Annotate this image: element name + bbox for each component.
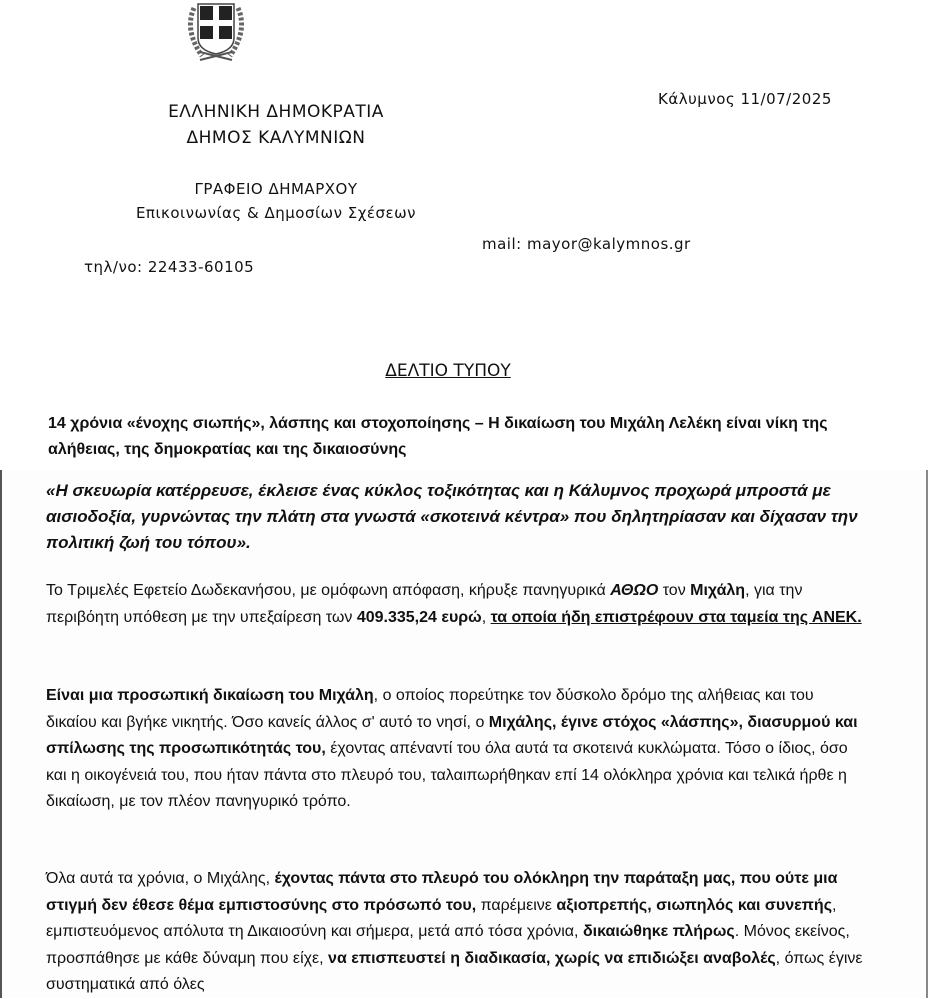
text-run: παρέμεινε: [476, 896, 557, 914]
text-run: ,: [481, 608, 491, 626]
text-run-emphasis: ΑΘΩΟ: [610, 582, 659, 599]
email-address[interactable]: mail: mayor@kalymnos.gr: [482, 235, 691, 253]
paragraph-3: [46, 866, 866, 999]
text-run-bold: Είναι μια προσωπική δικαίωση του Μιχάλη: [46, 687, 374, 704]
page-left-border: [0, 470, 2, 998]
paragraph-2: [46, 683, 866, 816]
text-run: τον: [658, 582, 691, 599]
phone-number: τηλ/νο: 22433-60105: [84, 258, 255, 276]
text-run: , ο οποίος πορεύτηκε τον δύσκολο δρόμο της αλήθειας και του δικαίου και βγήκε νικητής. Όσο κανείς άλλος σ' αυτό το νησί, ο: [46, 687, 814, 731]
place-and-date: Κάλυμνος 11/07/2025: [658, 90, 832, 108]
paragraph-1: [46, 578, 866, 631]
text-run-bold: αξιοπρεπής, σιωπηλός και συνεπής: [556, 896, 833, 914]
office-name: ΓΡΑΦΕΙΟ ΔΗΜΑΡΧΟΥ: [194, 180, 358, 198]
quote-paragraph: «Η σκευωρία κατέρρευσε, έκλεισε ένας κύκλος τοξικότητας και η Κάλυμνος προχωρά μπροστά με αισιοδοξία, γυρνώντας την πλάτη στα γνωστά «σκοτεινά κέντρα» που δηλητηρίασαν και δίχασαν την πολιτική ζωή του τόπου».: [46, 481, 858, 552]
text-run-bold: Μιχάλης, έγινε στόχος «λάσπης», διασυρμού και σπίλωσης της προσωπικότητάς του,: [46, 713, 858, 757]
letterhead-area: [0, 0, 928, 470]
department-name: Επικοινωνίας & Δημοσίων Σχέσεων: [135, 204, 417, 222]
text-run: Το Τριμελές Εφετείο Δωδεκανήσου, με ομόφωνη απόφαση, κήρυξε πανηγυρικά: [46, 582, 611, 599]
municipality-name: ΔΗΜΟΣ ΚΑΛΥΜΝΙΩΝ: [186, 128, 366, 148]
text-run-bold: Μιχάλη: [690, 582, 746, 599]
press-release-title: ΔΕΛΤΙΟ ΤΥΠΟΥ: [385, 361, 511, 381]
text-run: , εμπιστευόμενος απόλυτα τη Δικαιοσύνη και σήμερα, μετά από τόσα χρόνια,: [46, 896, 837, 940]
text-run: , για την περιβόητη υπόθεση με την υπεξαίρεση των: [46, 582, 803, 626]
text-run-bold: να επισπευστεί η διαδικασία, χωρίς να επιδιώξει αναβολές: [328, 949, 776, 967]
text-run-bold: δικαιώθηκε πλήρως: [582, 923, 735, 940]
headline: 14 χρόνια «ένοχης σιωπής», λάσπης και στοχοποίησης – Η δικαίωση του Μιχάλη Λελέκη είναι νίκη της αλήθειας, της δημοκρατίας και της δικαιοσύνης: [48, 415, 828, 458]
text-run: , όπως έγινε συστηματικά από όλες: [46, 949, 863, 993]
amount: 409.335,24 ευρώ: [356, 608, 482, 626]
text-run: έχοντας απέναντί του όλα αυτά τα σκοτεινά κυκλώματα. Τόσο ο ίδιος, όσο και η οικογένειά του, που ήταν πάντα στο πλευρό του, ταλαιπωρήθηκαν επί 14 ολόκληρα χρόνια και τελικά ήρθε η δικαίωση, με τον πλέον πανηγυρικό τρόπο.: [46, 740, 848, 810]
greek-coat-of-arms-icon: [180, 0, 252, 64]
country-name: ΕΛΛΗΝΙΚΗ ΔΗΜΟΚΡΑΤΙΑ: [168, 102, 384, 122]
text-run: Όλα αυτά τα χρόνια, ο Μιχάλης,: [46, 870, 275, 887]
text-run: . Μόνος εκείνος, προσπάθησε με κάθε δύναμη που είχε,: [46, 923, 850, 967]
text-run-underlined: τα οποία ήδη επιστρέφουν στα ταμεία της ΑΝΕΚ.: [490, 608, 862, 626]
text-run-bold: έχοντας πάντα στο πλευρό του ολόκληρη την παράταξη μας, που ούτε μια στιγμή δεν έθεσε θέμα εμπιστοσύνης στο πρόσωπό του,: [46, 870, 838, 914]
